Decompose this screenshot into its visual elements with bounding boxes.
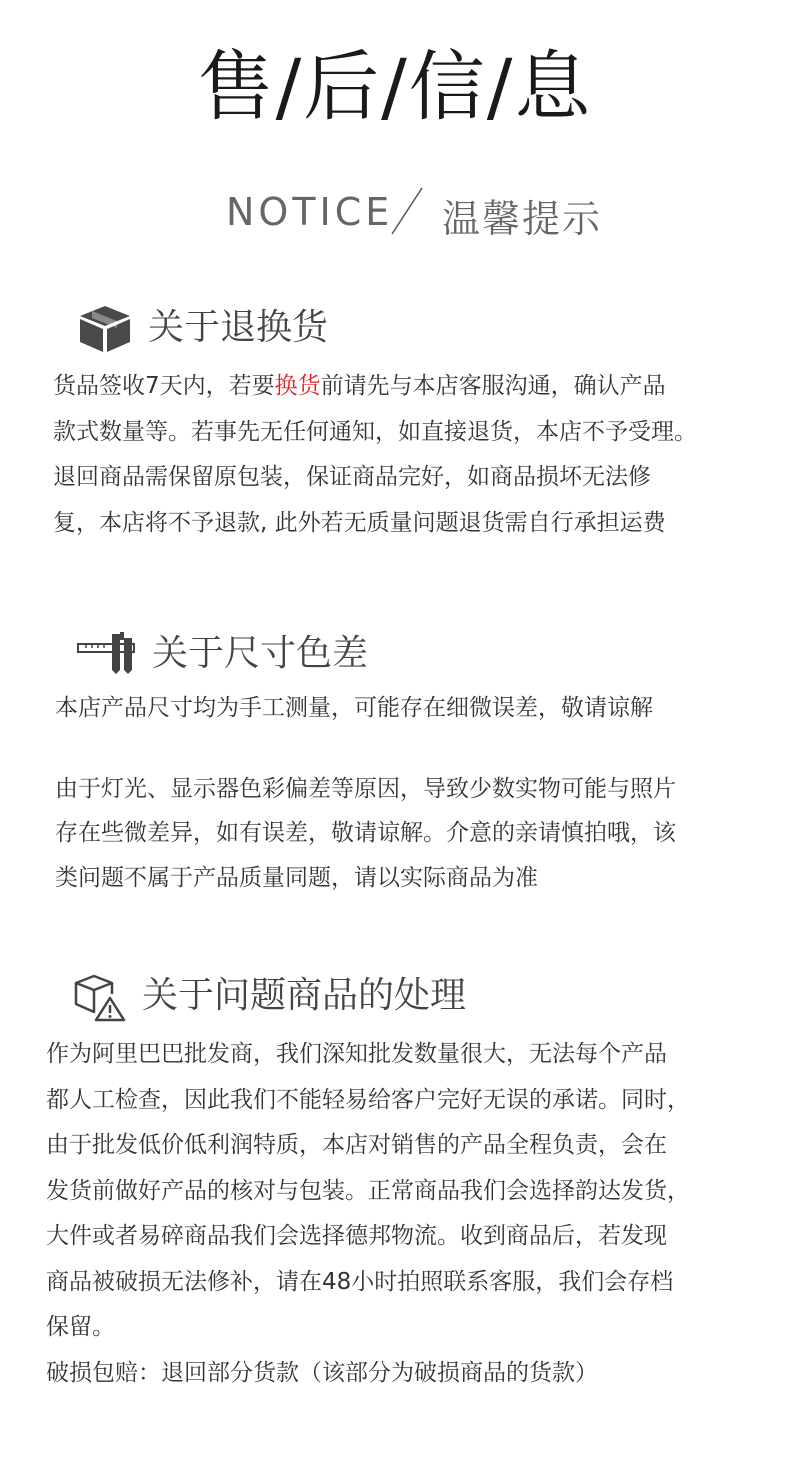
paragraph-line: 都人工检查，因此我们不能轻易给客户完好无误的承诺。同时， — [46, 1086, 690, 1113]
section-title: 关于尺寸色差 — [152, 633, 369, 674]
section-title: 关于退换货 — [148, 307, 329, 348]
section-size-header — [76, 630, 476, 680]
paragraph-line: 作为阿里巴巴批发商，我们深知批发数量很大，无法每个产品 — [46, 1041, 667, 1067]
paragraph-line: 复，本店将不予退款, 此外若无质量问题退货需自行承担运费 — [53, 509, 666, 536]
caliper-icon — [76, 630, 138, 676]
slash-divider-icon — [388, 186, 428, 236]
highlight-exchange: 换货 — [274, 373, 321, 399]
section-problem-header — [72, 972, 552, 1022]
subtitle — [0, 182, 790, 242]
subtitle-chinese: 温馨提示 — [442, 197, 603, 241]
section-title: 关于问题商品的处理 — [142, 975, 467, 1016]
paragraph-line: 保留。 — [46, 1314, 115, 1340]
paragraph-line: 由于批发低价低利润特质，本店对销售的产品全程负责，会在 — [46, 1132, 667, 1158]
section-returns-body — [53, 364, 697, 546]
paragraph-line: 货品签收7天内，若要换货前请先与本店客服沟通，确认产品 — [53, 373, 666, 399]
paragraph-line: 退回商品需保留原包装，保证商品完好，如商品损坏无法修 — [53, 464, 651, 490]
paragraph-line: 类问题不属于产品质量同题，请以实际商品为准 — [55, 865, 538, 891]
paragraph-line: 破损包赔：退回部分货款（该部分为破损商品的货款） — [46, 1359, 598, 1386]
subtitle-english: NOTICE — [226, 190, 394, 234]
paragraph-line: 款式数量等。若事先无任何通知，如直接退货，本店不予受理。 — [53, 418, 697, 445]
paragraph-line: 大件或者易碎商品我们会选择德邦物流。收到商品后，若发现 — [46, 1223, 667, 1249]
paragraph-line: 商品被破损无法修补，请在48小时拍照联系客服，我们会存档 — [46, 1268, 674, 1295]
section-returns-header — [78, 304, 478, 354]
paragraph-line: 本店产品尺寸均为手工测量，可能存在细微误差，敬请谅解 — [55, 695, 653, 721]
page-title: 售/后/信/息 — [197, 42, 593, 131]
paragraph-line: 存在些微差异，如有误差，敬请谅解。介意的亲请慎拍哦，该 — [55, 820, 676, 846]
paragraph-line: 发货前做好产品的核对与包装。正常商品我们会选择韵达发货， — [46, 1177, 690, 1204]
paragraph-line: 由于灯光、显示器色彩偏差等原因，导致少数实物可能与照片 — [55, 776, 676, 802]
section-problem-body — [46, 1032, 690, 1396]
box-warning-icon — [72, 972, 126, 1022]
section-size-body — [55, 688, 676, 901]
package-box-icon — [78, 304, 132, 354]
